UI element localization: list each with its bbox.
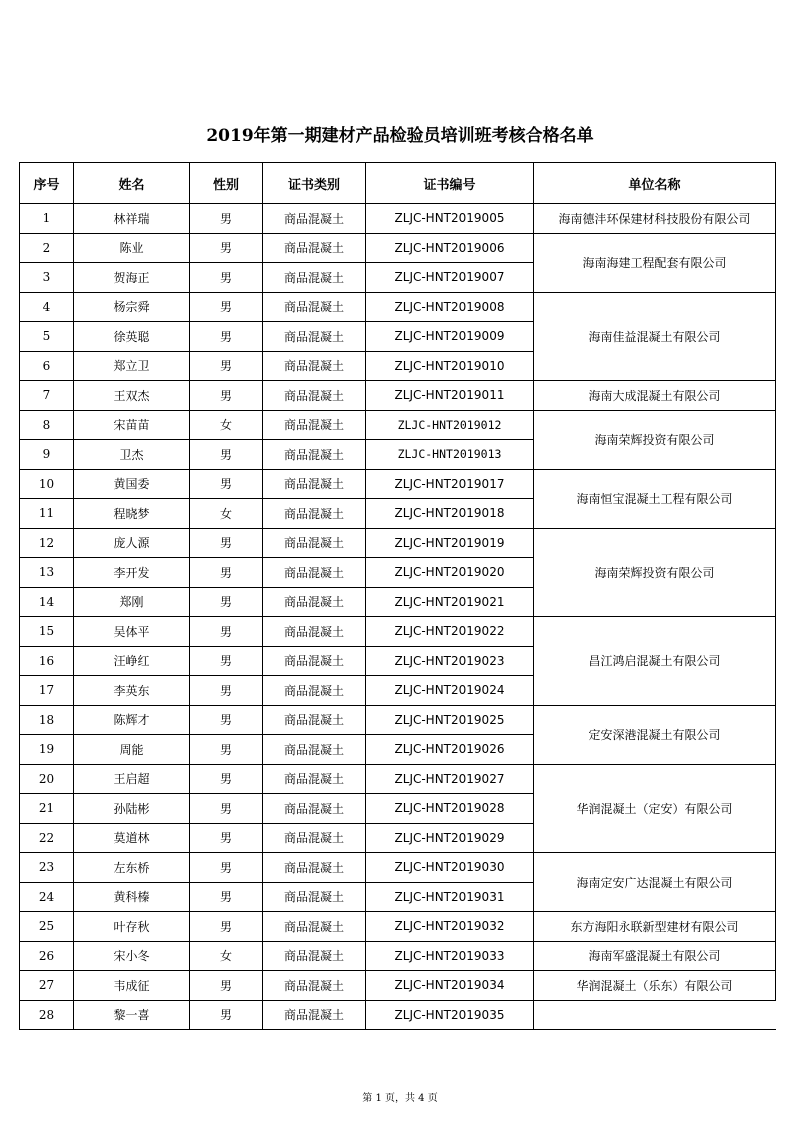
row-no: 6 (20, 351, 74, 381)
row-name: 吴体平 (74, 617, 190, 647)
row-gender: 女 (190, 410, 263, 440)
table-row (20, 233, 776, 263)
row-cert-no: ZLJC-HNT2019029 (366, 823, 534, 853)
table-row (20, 204, 776, 234)
row-cert-type: 商品混凝土 (263, 823, 366, 853)
row-no: 20 (20, 764, 74, 794)
row-no: 22 (20, 823, 74, 853)
row-name: 王启超 (74, 764, 190, 794)
row-cert-no: ZLJC-HNT2019021 (366, 587, 534, 617)
row-gender: 男 (190, 381, 263, 411)
table-row (20, 941, 776, 971)
row-gender: 男 (190, 764, 263, 794)
row-cert-type: 商品混凝土 (263, 322, 366, 352)
table-row (20, 528, 776, 558)
row-gender: 男 (190, 204, 263, 234)
row-cert-no: ZLJC-HNT2019018 (366, 499, 534, 529)
row-gender: 男 (190, 469, 263, 499)
row-gender: 男 (190, 705, 263, 735)
row-cert-type: 商品混凝土 (263, 469, 366, 499)
row-no: 16 (20, 646, 74, 676)
row-cert-no: ZLJC-HNT2019027 (366, 764, 534, 794)
row-cert-no: ZLJC-HNT2019009 (366, 322, 534, 352)
row-no: 9 (20, 440, 74, 470)
row-cert-type: 商品混凝土 (263, 941, 366, 971)
row-unit: 昌江鸿启混凝土有限公司 (534, 617, 776, 706)
table-row (20, 469, 776, 499)
row-cert-type: 商品混凝土 (263, 233, 366, 263)
row-name: 李开发 (74, 558, 190, 588)
row-unit: 海南海建工程配套有限公司 (534, 233, 776, 292)
row-cert-no: ZLJC-HNT2019025 (366, 705, 534, 735)
row-cert-type: 商品混凝土 (263, 528, 366, 558)
table-header-row (20, 163, 776, 204)
row-unit: 华润混凝土（定安）有限公司 (534, 764, 776, 853)
header-cert-no: 证书编号 (366, 163, 534, 204)
row-gender: 男 (190, 587, 263, 617)
row-name: 林祥瑞 (74, 204, 190, 234)
row-no: 2 (20, 233, 74, 263)
row-cert-no: ZLJC-HNT2019005 (366, 204, 534, 234)
row-cert-type: 商品混凝土 (263, 735, 366, 765)
row-name: 程晓梦 (74, 499, 190, 529)
document-title: 2019年第一期建材产品检验员培训班考核合格名单 (206, 126, 594, 146)
row-unit (534, 1000, 776, 1030)
table-row (20, 617, 776, 647)
row-name: 陈辉才 (74, 705, 190, 735)
row-gender: 男 (190, 882, 263, 912)
row-gender: 男 (190, 823, 263, 853)
row-cert-type: 商品混凝土 (263, 853, 366, 883)
row-cert-no: ZLJC-HNT2019020 (366, 558, 534, 588)
row-no: 26 (20, 941, 74, 971)
row-cert-no: ZLJC-HNT2019024 (366, 676, 534, 706)
row-cert-no: ZLJC-HNT2019006 (366, 233, 534, 263)
row-cert-type: 商品混凝土 (263, 971, 366, 1001)
row-no: 7 (20, 381, 74, 411)
row-cert-type: 商品混凝土 (263, 292, 366, 322)
row-name: 徐英聪 (74, 322, 190, 352)
row-cert-type: 商品混凝土 (263, 912, 366, 942)
table-row (20, 912, 776, 942)
table-row (20, 705, 776, 735)
row-unit: 海南恒宝混凝土工程有限公司 (534, 469, 776, 528)
row-name: 庞人源 (74, 528, 190, 558)
row-name: 贺海正 (74, 263, 190, 293)
row-cert-no: ZLJC-HNT2019019 (366, 528, 534, 558)
row-cert-type: 商品混凝土 (263, 410, 366, 440)
row-cert-no: ZLJC-HNT2019012 (366, 410, 534, 440)
row-cert-no: ZLJC-HNT2019011 (366, 381, 534, 411)
row-gender: 男 (190, 912, 263, 942)
table-row (20, 971, 776, 1001)
row-no: 3 (20, 263, 74, 293)
row-gender: 男 (190, 617, 263, 647)
row-gender: 男 (190, 971, 263, 1001)
row-no: 15 (20, 617, 74, 647)
row-cert-type: 商品混凝土 (263, 794, 366, 824)
row-no: 24 (20, 882, 74, 912)
table-row (20, 1000, 776, 1030)
table-row (20, 764, 776, 794)
row-no: 21 (20, 794, 74, 824)
qualified-list-table (19, 162, 776, 1030)
table-row (20, 381, 776, 411)
row-cert-type: 商品混凝土 (263, 676, 366, 706)
row-cert-no: ZLJC-HNT2019007 (366, 263, 534, 293)
row-cert-type: 商品混凝土 (263, 1000, 366, 1030)
row-unit: 华润混凝土（乐东）有限公司 (534, 971, 776, 1001)
row-no: 28 (20, 1000, 74, 1030)
row-gender: 男 (190, 735, 263, 765)
row-cert-no: ZLJC-HNT2019031 (366, 882, 534, 912)
row-name: 杨宗舜 (74, 292, 190, 322)
row-cert-no: ZLJC-HNT2019013 (366, 440, 534, 470)
row-cert-type: 商品混凝土 (263, 263, 366, 293)
row-unit: 海南佳益混凝土有限公司 (534, 292, 776, 381)
row-no: 10 (20, 469, 74, 499)
row-name: 郑刚 (74, 587, 190, 617)
row-no: 19 (20, 735, 74, 765)
row-unit: 海南荣辉投资有限公司 (534, 528, 776, 617)
header-unit: 单位名称 (534, 163, 776, 204)
row-no: 23 (20, 853, 74, 883)
row-name: 叶存秋 (74, 912, 190, 942)
row-gender: 女 (190, 499, 263, 529)
row-name: 王双杰 (74, 381, 190, 411)
table-body (20, 204, 776, 1030)
row-no: 11 (20, 499, 74, 529)
row-no: 1 (20, 204, 74, 234)
row-gender: 男 (190, 794, 263, 824)
row-no: 27 (20, 971, 74, 1001)
row-unit: 海南荣辉投资有限公司 (534, 410, 776, 469)
row-name: 周能 (74, 735, 190, 765)
row-unit: 海南军盛混凝土有限公司 (534, 941, 776, 971)
row-cert-type: 商品混凝土 (263, 882, 366, 912)
row-cert-type: 商品混凝土 (263, 381, 366, 411)
row-gender: 女 (190, 941, 263, 971)
row-cert-type: 商品混凝土 (263, 587, 366, 617)
row-cert-no: ZLJC-HNT2019023 (366, 646, 534, 676)
row-name: 左东桥 (74, 853, 190, 883)
row-gender: 男 (190, 292, 263, 322)
header-no: 序号 (20, 163, 74, 204)
row-no: 5 (20, 322, 74, 352)
row-gender: 男 (190, 440, 263, 470)
row-cert-type: 商品混凝土 (263, 617, 366, 647)
row-cert-no: ZLJC-HNT2019017 (366, 469, 534, 499)
row-cert-no: ZLJC-HNT2019034 (366, 971, 534, 1001)
row-cert-no: ZLJC-HNT2019008 (366, 292, 534, 322)
row-gender: 男 (190, 233, 263, 263)
row-no: 8 (20, 410, 74, 440)
row-gender: 男 (190, 322, 263, 352)
row-no: 13 (20, 558, 74, 588)
row-name: 韦成征 (74, 971, 190, 1001)
header-gender: 性别 (190, 163, 263, 204)
row-gender: 男 (190, 558, 263, 588)
row-gender: 男 (190, 263, 263, 293)
row-no: 14 (20, 587, 74, 617)
row-gender: 男 (190, 351, 263, 381)
row-cert-no: ZLJC-HNT2019033 (366, 941, 534, 971)
row-name: 莫道林 (74, 823, 190, 853)
row-name: 宋小冬 (74, 941, 190, 971)
row-cert-type: 商品混凝土 (263, 351, 366, 381)
row-no: 4 (20, 292, 74, 322)
row-name: 黎一喜 (74, 1000, 190, 1030)
row-name: 李英东 (74, 676, 190, 706)
row-gender: 男 (190, 528, 263, 558)
row-cert-no: ZLJC-HNT2019035 (366, 1000, 534, 1030)
row-cert-no: ZLJC-HNT2019032 (366, 912, 534, 942)
row-name: 卫杰 (74, 440, 190, 470)
row-unit: 海南大成混凝土有限公司 (534, 381, 776, 411)
row-cert-no: ZLJC-HNT2019030 (366, 853, 534, 883)
row-name: 黄国委 (74, 469, 190, 499)
header-name: 姓名 (74, 163, 190, 204)
row-unit: 海南定安广达混凝土有限公司 (534, 853, 776, 912)
header-cert-type: 证书类别 (263, 163, 366, 204)
row-gender: 男 (190, 853, 263, 883)
row-no: 12 (20, 528, 74, 558)
row-name: 孙陆彬 (74, 794, 190, 824)
row-name: 陈业 (74, 233, 190, 263)
row-gender: 男 (190, 676, 263, 706)
row-gender: 男 (190, 1000, 263, 1030)
row-name: 宋苗苗 (74, 410, 190, 440)
row-no: 18 (20, 705, 74, 735)
row-name: 黄科榛 (74, 882, 190, 912)
row-cert-type: 商品混凝土 (263, 705, 366, 735)
row-cert-no: ZLJC-HNT2019010 (366, 351, 534, 381)
row-cert-no: ZLJC-HNT2019028 (366, 794, 534, 824)
row-cert-type: 商品混凝土 (263, 764, 366, 794)
row-cert-no: ZLJC-HNT2019022 (366, 617, 534, 647)
row-cert-type: 商品混凝土 (263, 646, 366, 676)
row-unit: 定安深港混凝土有限公司 (534, 705, 776, 764)
row-cert-type: 商品混凝土 (263, 558, 366, 588)
row-gender: 男 (190, 646, 263, 676)
row-name: 汪峥红 (74, 646, 190, 676)
table-row (20, 410, 776, 440)
row-cert-type: 商品混凝土 (263, 204, 366, 234)
row-unit: 东方海阳永联新型建材有限公司 (534, 912, 776, 942)
page-footer: 第 1 页，共 4 页 (362, 1093, 438, 1104)
row-no: 17 (20, 676, 74, 706)
table-row (20, 853, 776, 883)
row-name: 郑立卫 (74, 351, 190, 381)
row-no: 25 (20, 912, 74, 942)
row-cert-type: 商品混凝土 (263, 499, 366, 529)
row-unit: 海南德沣环保建材科技股份有限公司 (534, 204, 776, 234)
row-cert-no: ZLJC-HNT2019026 (366, 735, 534, 765)
row-cert-type: 商品混凝土 (263, 440, 366, 470)
table-row (20, 292, 776, 322)
